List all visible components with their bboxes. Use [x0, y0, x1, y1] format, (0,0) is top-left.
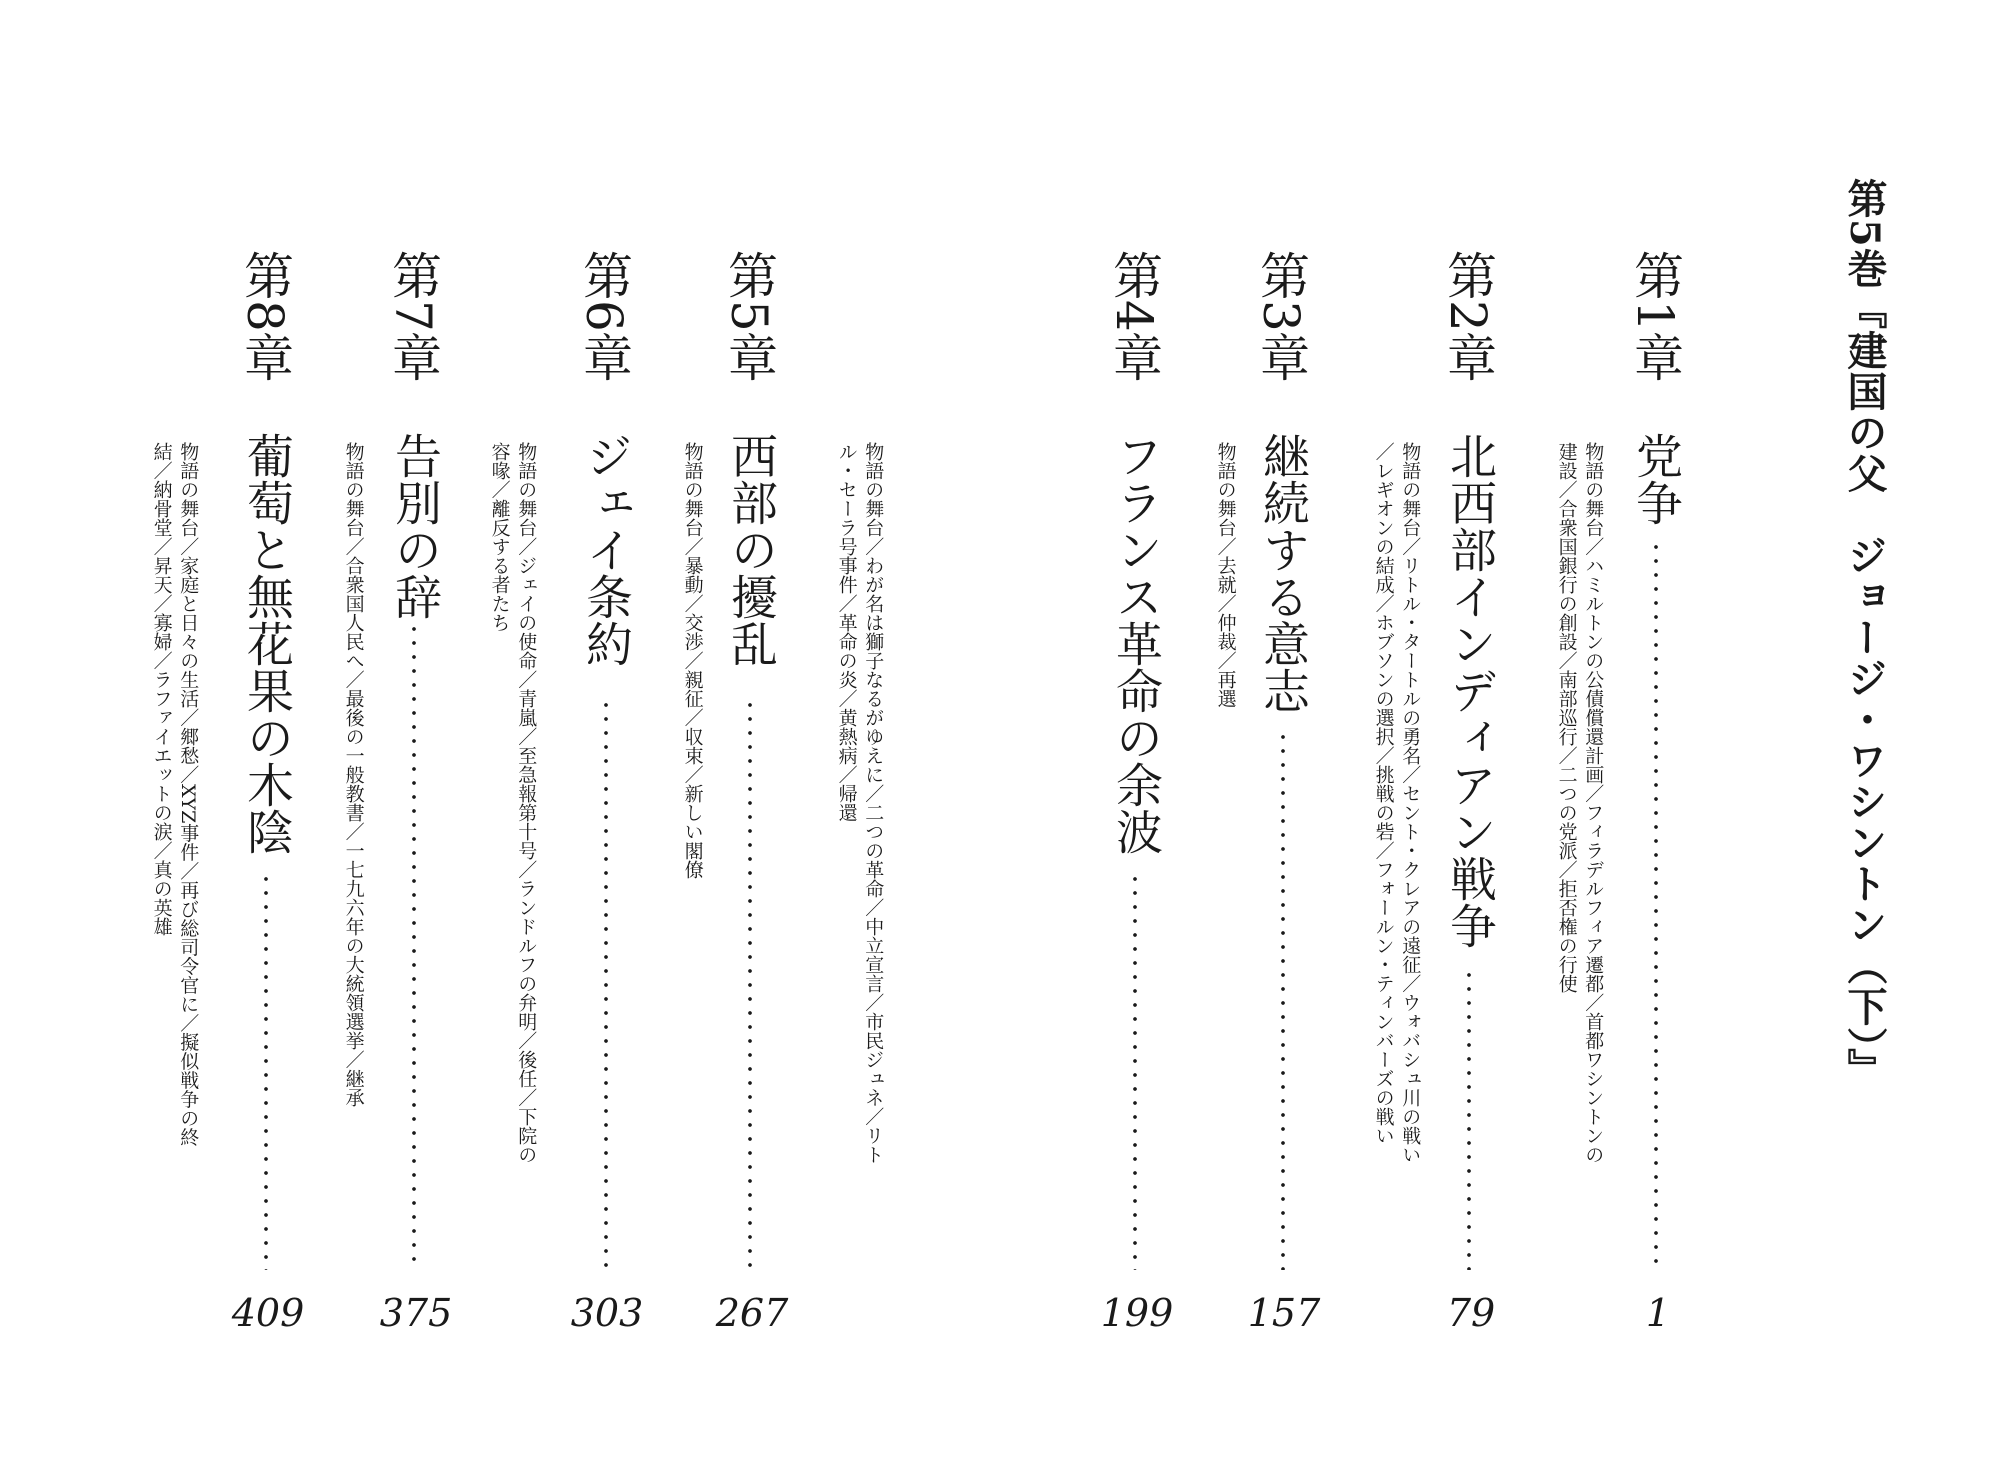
chapter-title: 西部の擾乱: [723, 432, 778, 667]
chapter-title: 葡萄と無花果の木陰: [239, 432, 294, 855]
chapter-subtitle: [1212, 442, 1239, 708]
leader-dots: [603, 698, 609, 1270]
leader-dots: [1653, 540, 1659, 1270]
leader-dots: [1466, 968, 1472, 1270]
chapter-title: フランス革命の余波: [1108, 432, 1163, 855]
chapter-subtitle: [1370, 442, 1423, 1282]
chapter-number: 第8章: [236, 250, 294, 382]
chapter-number: 第3章: [1252, 250, 1310, 382]
chapter-title: 党争: [1628, 432, 1683, 526]
subtitle-line: ／レギオンの結成／ホブソンの選択／挑戦の砦／フォールン・ティンバーズの戦い: [1372, 442, 1395, 1145]
chapter-title: 継続する意志: [1255, 432, 1310, 714]
subtitle-line: 物語の舞台／合衆国人民へ／最後の一般教書／一七九六年の大統領選挙／継承: [342, 442, 365, 1107]
subtitle-line: 物語の舞台／暴動／交渉／親征／収束／新しい閣僚: [681, 442, 704, 879]
subtitle-line: 物語の舞台／リトル・タートルの勇名／セント・クレアの遠征／ウォバシュ川の戦い: [1399, 442, 1422, 1164]
chapter-number: 第7章: [384, 250, 442, 382]
leader-dots: [747, 698, 753, 1270]
subtitle-line: ル・セーラ号事件／革命の炎／黄熱病／帰還: [835, 442, 858, 822]
chapter-subtitle: [486, 442, 539, 1282]
chapter-number: 第4章: [1105, 250, 1163, 382]
subtitle-line: 容喙／離反する者たち: [488, 442, 511, 632]
chapter-subtitle: [1553, 442, 1606, 1282]
leader-dots: [263, 872, 269, 1270]
volume-title: 第5巻『建国の父 ジョージ・ワシントン（下）』: [1841, 178, 1888, 1089]
chapter-subtitle: [340, 442, 367, 1107]
page-number: 199: [1100, 1291, 1174, 1335]
leader-dots: [411, 622, 417, 1270]
subtitle-line: 物語の舞台／ジェイの使命／青嵐／至急報第十号／ランドルフの弁明／後任／下院の: [515, 442, 538, 1164]
chapter-subtitle: [833, 442, 886, 1282]
chapter-number: 第2章: [1439, 250, 1497, 382]
chapter-subtitle: [679, 442, 706, 879]
chapter-title: 告別の辞: [387, 432, 442, 620]
subtitle-line: 物語の舞台／去就／仲裁／再選: [1214, 442, 1237, 708]
page-number: 79: [1446, 1291, 1496, 1335]
chapter-number: 第1章: [1626, 250, 1684, 382]
subtitle-line: 物語の舞台／ハミルトンの公債償還計画／フィラデルフィア遷都／首都ワシントンの: [1582, 442, 1605, 1164]
page-number: 157: [1247, 1291, 1321, 1335]
subtitle-line: 物語の舞台／わが名は獅子なるがゆえに／二つの革命／中立宣言／市民ジュネ／リト: [862, 442, 885, 1164]
chapter-number: 第6章: [575, 250, 633, 382]
page-number: 375: [379, 1291, 453, 1335]
subtitle-line: 建設／合衆国銀行の創設／南部巡行／二つの党派／拒否権の行使: [1555, 442, 1578, 993]
page-number: 267: [715, 1291, 789, 1335]
chapter-title: ジェイ条約: [578, 432, 633, 667]
leader-dots: [1132, 872, 1138, 1270]
chapter-title: 北西部インディアン戦争: [1442, 432, 1497, 949]
subtitle-line: 結／納骨堂／昇天／寡婦／ラファイエットの涙／真の英雄: [150, 442, 173, 936]
page-number: 409: [231, 1291, 305, 1335]
chapter-subtitle: [148, 442, 201, 1282]
page-number: 1: [1645, 1291, 1671, 1335]
leader-dots: [1280, 730, 1286, 1270]
page-number: 303: [570, 1291, 644, 1335]
chapter-number: 第5章: [720, 250, 778, 382]
subtitle-line: 物語の舞台／家庭と日々の生活／郷愁／XYZ事件／再び総司令官に／擬似戦争の終: [177, 442, 200, 1147]
